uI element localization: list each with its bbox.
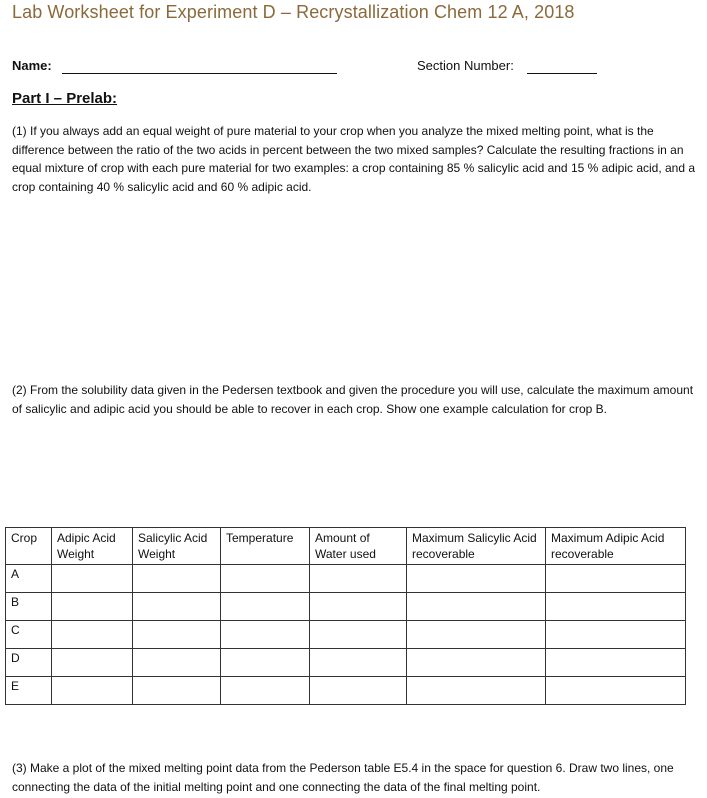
table-cell[interactable]: [407, 621, 546, 649]
table-cell[interactable]: [133, 621, 221, 649]
table-row: [6, 677, 686, 705]
table-cell[interactable]: [133, 677, 221, 705]
table-header-row: [6, 528, 686, 565]
table-cell[interactable]: [133, 565, 221, 593]
table-cell[interactable]: [546, 565, 686, 593]
table-cell[interactable]: [407, 649, 546, 677]
table-cell[interactable]: [221, 593, 310, 621]
table-cell[interactable]: [310, 593, 407, 621]
header-crop: Crop: [6, 528, 52, 565]
table-cell[interactable]: [310, 649, 407, 677]
crop-label: A: [6, 565, 52, 593]
part-heading: Part I – Prelab:: [12, 90, 118, 107]
table-row: [6, 565, 686, 593]
table-cell[interactable]: [52, 649, 133, 677]
table-cell[interactable]: [310, 677, 407, 705]
table-cell[interactable]: [407, 565, 546, 593]
table-cell[interactable]: [407, 593, 546, 621]
table-cell[interactable]: [407, 677, 546, 705]
table-cell[interactable]: [221, 649, 310, 677]
section-number-field-line[interactable]: [527, 73, 597, 74]
table-row: [6, 593, 686, 621]
table-cell[interactable]: [52, 593, 133, 621]
table-cell[interactable]: [52, 565, 133, 593]
table-cell[interactable]: [133, 593, 221, 621]
header-temperature: Temperature: [221, 528, 310, 565]
question-1: (1) If you always add an equal weight of pure material to your crop when you analyze the mixed melting point, what is the difference between the ratio of the two acids in percent between the two mixed samples? Calculate the resulting fractions in an equal mixture of crop with each pure material for two examples: a crop containing 85 % salicylic acid and 15 % adipic acid, and a crop containing 40 % salicylic acid and 60 % adipic acid.: [12, 124, 696, 194]
crop-label: C: [6, 621, 52, 649]
header-adipic-weight: Adipic Acid Weight: [52, 528, 133, 565]
table-cell[interactable]: [52, 677, 133, 705]
question-3: (3) Make a plot of the mixed melting point data from the Pederson table E5.4 in the space for question 6. Draw two lines, one connecting the data of the initial melting point and one connecting the data of the final melting point.: [12, 761, 674, 794]
header-water-amount: Amount of Water used: [310, 528, 407, 565]
header-max-adipic: Maximum Adipic Acid recoverable: [546, 528, 686, 565]
crop-label: B: [6, 593, 52, 621]
header-max-salicylic: Maximum Salicylic Acid recoverable: [407, 528, 546, 565]
table-cell[interactable]: [546, 677, 686, 705]
table-cell[interactable]: [52, 621, 133, 649]
crop-label: D: [6, 649, 52, 677]
crop-label: E: [6, 677, 52, 705]
header-salicylic-weight: Salicylic Acid Weight: [133, 528, 221, 565]
table-cell[interactable]: [546, 621, 686, 649]
name-label: Name:: [12, 58, 52, 73]
table-cell[interactable]: [221, 621, 310, 649]
worksheet-title: Lab Worksheet for Experiment D – Recrystallization Chem 12 A, 2018: [12, 2, 575, 22]
question-2: (2) From the solubility data given in the Pedersen textbook and given the procedure you will use, calculate the maximum amount of salicylic and adipic acid you should be able to recover in each crop. Show one example calculation for crop B.: [12, 383, 694, 416]
section-number-label: Section Number:: [417, 58, 514, 73]
table-cell[interactable]: [221, 565, 310, 593]
table-cell[interactable]: [133, 649, 221, 677]
table-cell[interactable]: [221, 677, 310, 705]
table-row: [6, 621, 686, 649]
crop-data-table: [5, 527, 686, 705]
table-cell[interactable]: [546, 649, 686, 677]
table-cell[interactable]: [310, 565, 407, 593]
table-row: [6, 649, 686, 677]
table-cell[interactable]: [310, 621, 407, 649]
name-field-line[interactable]: [62, 73, 337, 74]
table-cell[interactable]: [546, 593, 686, 621]
